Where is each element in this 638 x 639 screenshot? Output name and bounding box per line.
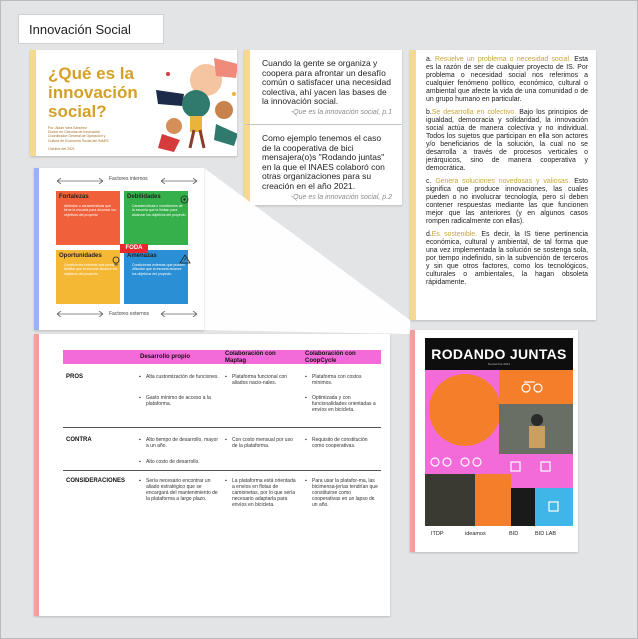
debilidades-text: Características o condiciones de la escuela que la limitan para alcanzar los objetivos del proyecto: [132, 204, 186, 217]
cell-contra-propio-2: ▪ Alto costo de desarrollo.: [139, 459, 219, 465]
cell-contra-coop-1: ▪ Requisito de constitución como cooperativas.: [305, 437, 379, 449]
arrow-left-right-icon: [159, 311, 199, 317]
foda-top-label: Factores internos: [109, 176, 148, 182]
definition-a-keyword: Resuelve un problema o necesidad social.: [434, 56, 571, 63]
header-desarrollo-propio: Desarrollo propio: [140, 354, 191, 360]
poster-title: RODANDO JUNTAS: [431, 346, 567, 362]
cell-contra-maptag-1: ▪ Con costo mensual por uso de la plataforma.: [225, 437, 297, 449]
page-title: Innovación Social: [29, 22, 131, 37]
poster-card[interactable]: [410, 330, 578, 552]
arrow-left-right-icon: [55, 178, 105, 184]
page-title-card[interactable]: [18, 14, 164, 44]
zoom-connector-shape: [204, 168, 410, 334]
row-label-pros: PROS: [66, 374, 84, 380]
arrow-left-right-icon: [55, 311, 105, 317]
poster-subtitle: Noviembre 2021: [487, 362, 510, 366]
foda-bottom-label: Factores externos: [109, 311, 150, 317]
fortalezas-title: Fortalezas: [59, 194, 89, 200]
foda-badge: FODA: [120, 244, 148, 253]
cell-pros-coop-1: ▪ Plataforma con costos mínimos.: [305, 374, 379, 386]
quote-1-cite: -Que es la innovación social, p.1: [290, 108, 392, 116]
lightbulb-icon: [112, 256, 120, 266]
definition-c-keyword: Genera soluciones novedosas y valiosas.: [435, 178, 571, 185]
quote-card-1[interactable]: [244, 50, 402, 124]
definition-a: [426, 56, 588, 104]
fortalezas-text: Atributos o características que tiene la escuela para alcanzar los objetivos del proyecto: [64, 204, 116, 217]
quote-1-text: Cuando la gente se organiza y coopera para afrontar un desafío común o satisfacer una necesidad colectiva, ahí yacen las bases de la innovación social.: [262, 58, 391, 107]
definition-d-body: Es decir, la IS tiene pertinencia económica, cultural y ambiental, de tal forma que una vez implementada la solución se sostenga sola, por tiempo indefinido, sin la subvención de terceros y sin que otros factores, como los tecnológicos, culturales o ambientales, la hagan obsoleta rápidamente.: [426, 231, 588, 286]
cell-pros-propio-1: ▪ Alta customización de funciones.: [139, 374, 219, 380]
foda-card[interactable]: [34, 168, 204, 330]
cell-cons-propio-1: ▪ Sería necesario encontrar un aliado estratégico que se encargará del mantenimiento de la plataforma a largo plazo.: [139, 478, 219, 502]
definition-a-prefix: a.: [426, 56, 435, 63]
cell-cons-coop-1: ▪ Para usar la platafor-ma, las bicimensa-jerías tendrían que constituirse como cooperativas en un lapso de un año.: [305, 478, 379, 508]
lightbulb-hands-illustration: [154, 54, 237, 152]
definitions-card[interactable]: [410, 50, 596, 320]
cover-date: Octubre del 2021: [48, 147, 75, 151]
gear-icon: [179, 194, 190, 205]
row-label-contra: CONTRA: [66, 437, 92, 443]
logo-bid: BID: [509, 531, 519, 537]
cover-slide-card[interactable]: [30, 50, 237, 156]
amenazas-text: Condiciones externas que pueden dificultar que la escuela alcance los objetivos del proyecto: [132, 263, 186, 276]
logo-itdp: ITDP: [431, 531, 444, 537]
row-divider: [63, 427, 381, 428]
cover-author: Por: Aldair Vera Sánchez Doctor en Ciencias de Innovación Coordinador General de Operación y Cultura de Economía Social del INAES: [48, 126, 109, 143]
quote-2-cite: -Que es la innovación social, p.2: [290, 193, 392, 201]
quote-2-text: Como ejemplo tenemos el caso de la cooperativa de bici mensajera(o)s "Rodando juntas" en la que el INAES colaboró con otras organizaciones para su creación en el año 2021.: [262, 133, 385, 191]
definition-c: [426, 178, 588, 226]
poster-footer: [425, 526, 573, 544]
definition-a-body: Esta es la razón de ser de cualquier proyecto de IS. Por problema o necesidad social nos referimos a cualquier fenómeno político, económico, cultural o ambiental que afecte la vida de una comunidad o de un grupo humano en particular.: [426, 56, 589, 103]
debilidades-title: Debilidades: [127, 194, 161, 200]
foda-fortalezas: [56, 191, 120, 245]
header-coopcycle: Colaboración con CoopCycle: [305, 351, 356, 364]
definition-d-keyword: Es sostenible.: [431, 231, 478, 238]
foda-oportunidades: [56, 250, 120, 304]
cell-pros-maptag-1: ▪ Plataforma funcional con aliados nacio-nales.: [225, 374, 297, 386]
comparison-table-card[interactable]: [34, 334, 390, 616]
definition-b-keyword: Se desarrolla en colectivo.: [431, 109, 517, 116]
logo-ideamos: ideamos: [465, 531, 486, 537]
cell-cons-maptag-1: ▪ La plataforma está orientada a envíos en flotas de camionetas, por lo que sería necesario adaptarla para envíos en bicicleta.: [225, 478, 297, 508]
amenazas-title: Amenazas: [127, 253, 157, 259]
header-maptag: Colaboración con Maptag: [225, 351, 276, 364]
definition-d: [426, 231, 588, 287]
definition-b: [426, 109, 588, 173]
row-divider: [63, 470, 381, 471]
cell-pros-coop-2: ▪ Optimizada y con funcionalidades orientadas a envíos en bicicleta.: [305, 395, 379, 413]
cell-contra-propio-1: ▪ Alto tiempo de desarrollo, mayor a un año.: [139, 437, 219, 449]
arrow-left-right-icon: [159, 178, 199, 184]
logo-bid-lab: BID LAB: [535, 531, 557, 537]
definition-d-prefix: d.: [426, 231, 432, 238]
poster-artwork: [425, 370, 573, 526]
definition-b-prefix: b.: [426, 109, 432, 116]
oportunidades-text: Condiciones externas que pueden facilitar que la escuela alcance los objetivos del proyecto: [64, 263, 118, 276]
warning-icon: [179, 254, 191, 264]
cell-pros-propio-2: ▪ Gasto mínimo de acceso a la plataforma.: [139, 395, 219, 407]
definition-c-body: Esto significa que produce innovaciones, las cuales pueden o no involucrar tecnología, pero sí deben contener respuestas mediante las que funcionen mejor que las anteriores (y en algunos casos rompen radicalmente con ellas).: [426, 178, 588, 225]
cover-title: ¿Qué es la innovación social?: [48, 64, 138, 121]
definition-c-prefix: c.: [426, 178, 436, 185]
oportunidades-title: Oportunidades: [59, 253, 102, 259]
poster-image: [425, 338, 573, 544]
row-label-consideraciones: CONSIDERACIONES: [66, 478, 126, 484]
definition-b-body: Bajo los principios de igualdad, democracia y solidaridad, la innovación social actúa de manera colectiva y no individual. Todos los sujetos que participan en ella son actores y/o beneficiarios de la solución, la cual no se desarrolla a través de procesos verticales o jerárquicos, sino de manera cooperativa y democrática.: [426, 109, 588, 172]
